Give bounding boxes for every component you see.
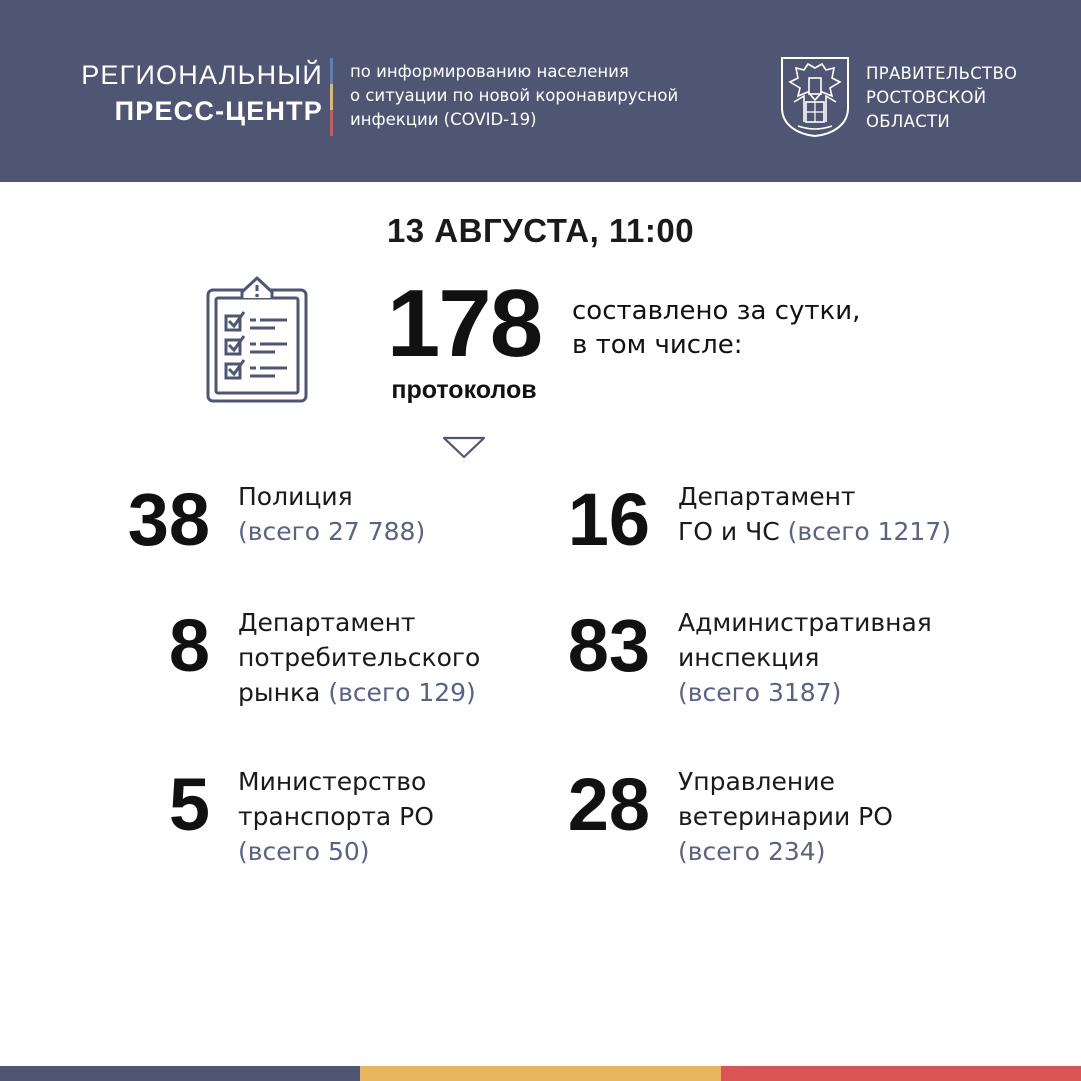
item-label: транспорта РО [238, 802, 434, 831]
item-label: Управление [678, 767, 835, 796]
chevron-down-icon [442, 436, 486, 460]
item-label: рынка [238, 678, 321, 707]
consumer-market-count: 8 [168, 604, 210, 687]
admin-inspection-count: 83 [567, 604, 650, 687]
transport-ministry-description [238, 764, 434, 869]
item-label: потребительского [238, 643, 481, 672]
footer-stripe-red [721, 1066, 1081, 1081]
government-line: РОСТОВСКОЙ [866, 88, 987, 107]
item-label: ветеринарии РО [678, 802, 893, 831]
government-line: ПРАВИТЕЛЬСТВО [866, 64, 1018, 83]
item-label: ГО и ЧС [678, 517, 780, 546]
consumer-market-description [238, 605, 480, 710]
item-total: (всего 129) [328, 678, 476, 707]
veterinary-description [678, 764, 893, 869]
brand-divider [330, 58, 333, 136]
coat-of-arms-icon [780, 56, 850, 138]
emergency-dept-count: 16 [567, 478, 650, 561]
subtitle-line: инфекции (COVID-19) [350, 110, 537, 129]
item-label: Департамент [678, 482, 856, 511]
brand-title-line2: ПРЕСС-ЦЕНТР [114, 96, 323, 126]
item-total: (всего 1217) [787, 517, 951, 546]
item-label: Полиция [238, 482, 353, 511]
veterinary-count: 28 [567, 763, 650, 846]
footer-stripe-blue [0, 1066, 360, 1081]
police-description [238, 479, 425, 549]
footer-stripe-yellow [360, 1066, 721, 1081]
total-protocols: 178 [386, 270, 542, 377]
item-total: (всего 3187) [678, 678, 842, 707]
emergency-dept-description [678, 479, 951, 549]
item-label: инспекция [678, 643, 820, 672]
summary-line: составлено за сутки, [572, 296, 861, 326]
brand-title-line1: РЕГИОНАЛЬНЫЙ [81, 60, 323, 90]
government-line: ОБЛАСТИ [866, 112, 951, 131]
summary-description [572, 294, 860, 362]
item-total: (всего 234) [678, 837, 826, 866]
admin-inspection-description [678, 605, 932, 710]
transport-ministry-count: 5 [168, 763, 210, 846]
subtitle-line: о ситуации по новой коронавирусной [350, 86, 679, 105]
summary-line: в том числе: [572, 330, 743, 360]
item-total: (всего 50) [238, 837, 370, 866]
government-name [866, 62, 1017, 134]
subtitle-line: по информированию населения [350, 62, 629, 81]
header-subtitle [350, 60, 678, 132]
report-date: 13 АВГУСТА, 11:00 [386, 212, 695, 249]
item-label: Департамент [238, 608, 416, 637]
header-banner [0, 0, 1081, 182]
item-label: Министерство [238, 767, 427, 796]
total-unit-label: протоколов [391, 376, 537, 404]
clipboard-checklist-icon [205, 276, 309, 404]
item-label: Административная [678, 608, 932, 637]
police-count: 38 [127, 478, 210, 561]
item-total: (всего 27 788) [238, 517, 426, 546]
